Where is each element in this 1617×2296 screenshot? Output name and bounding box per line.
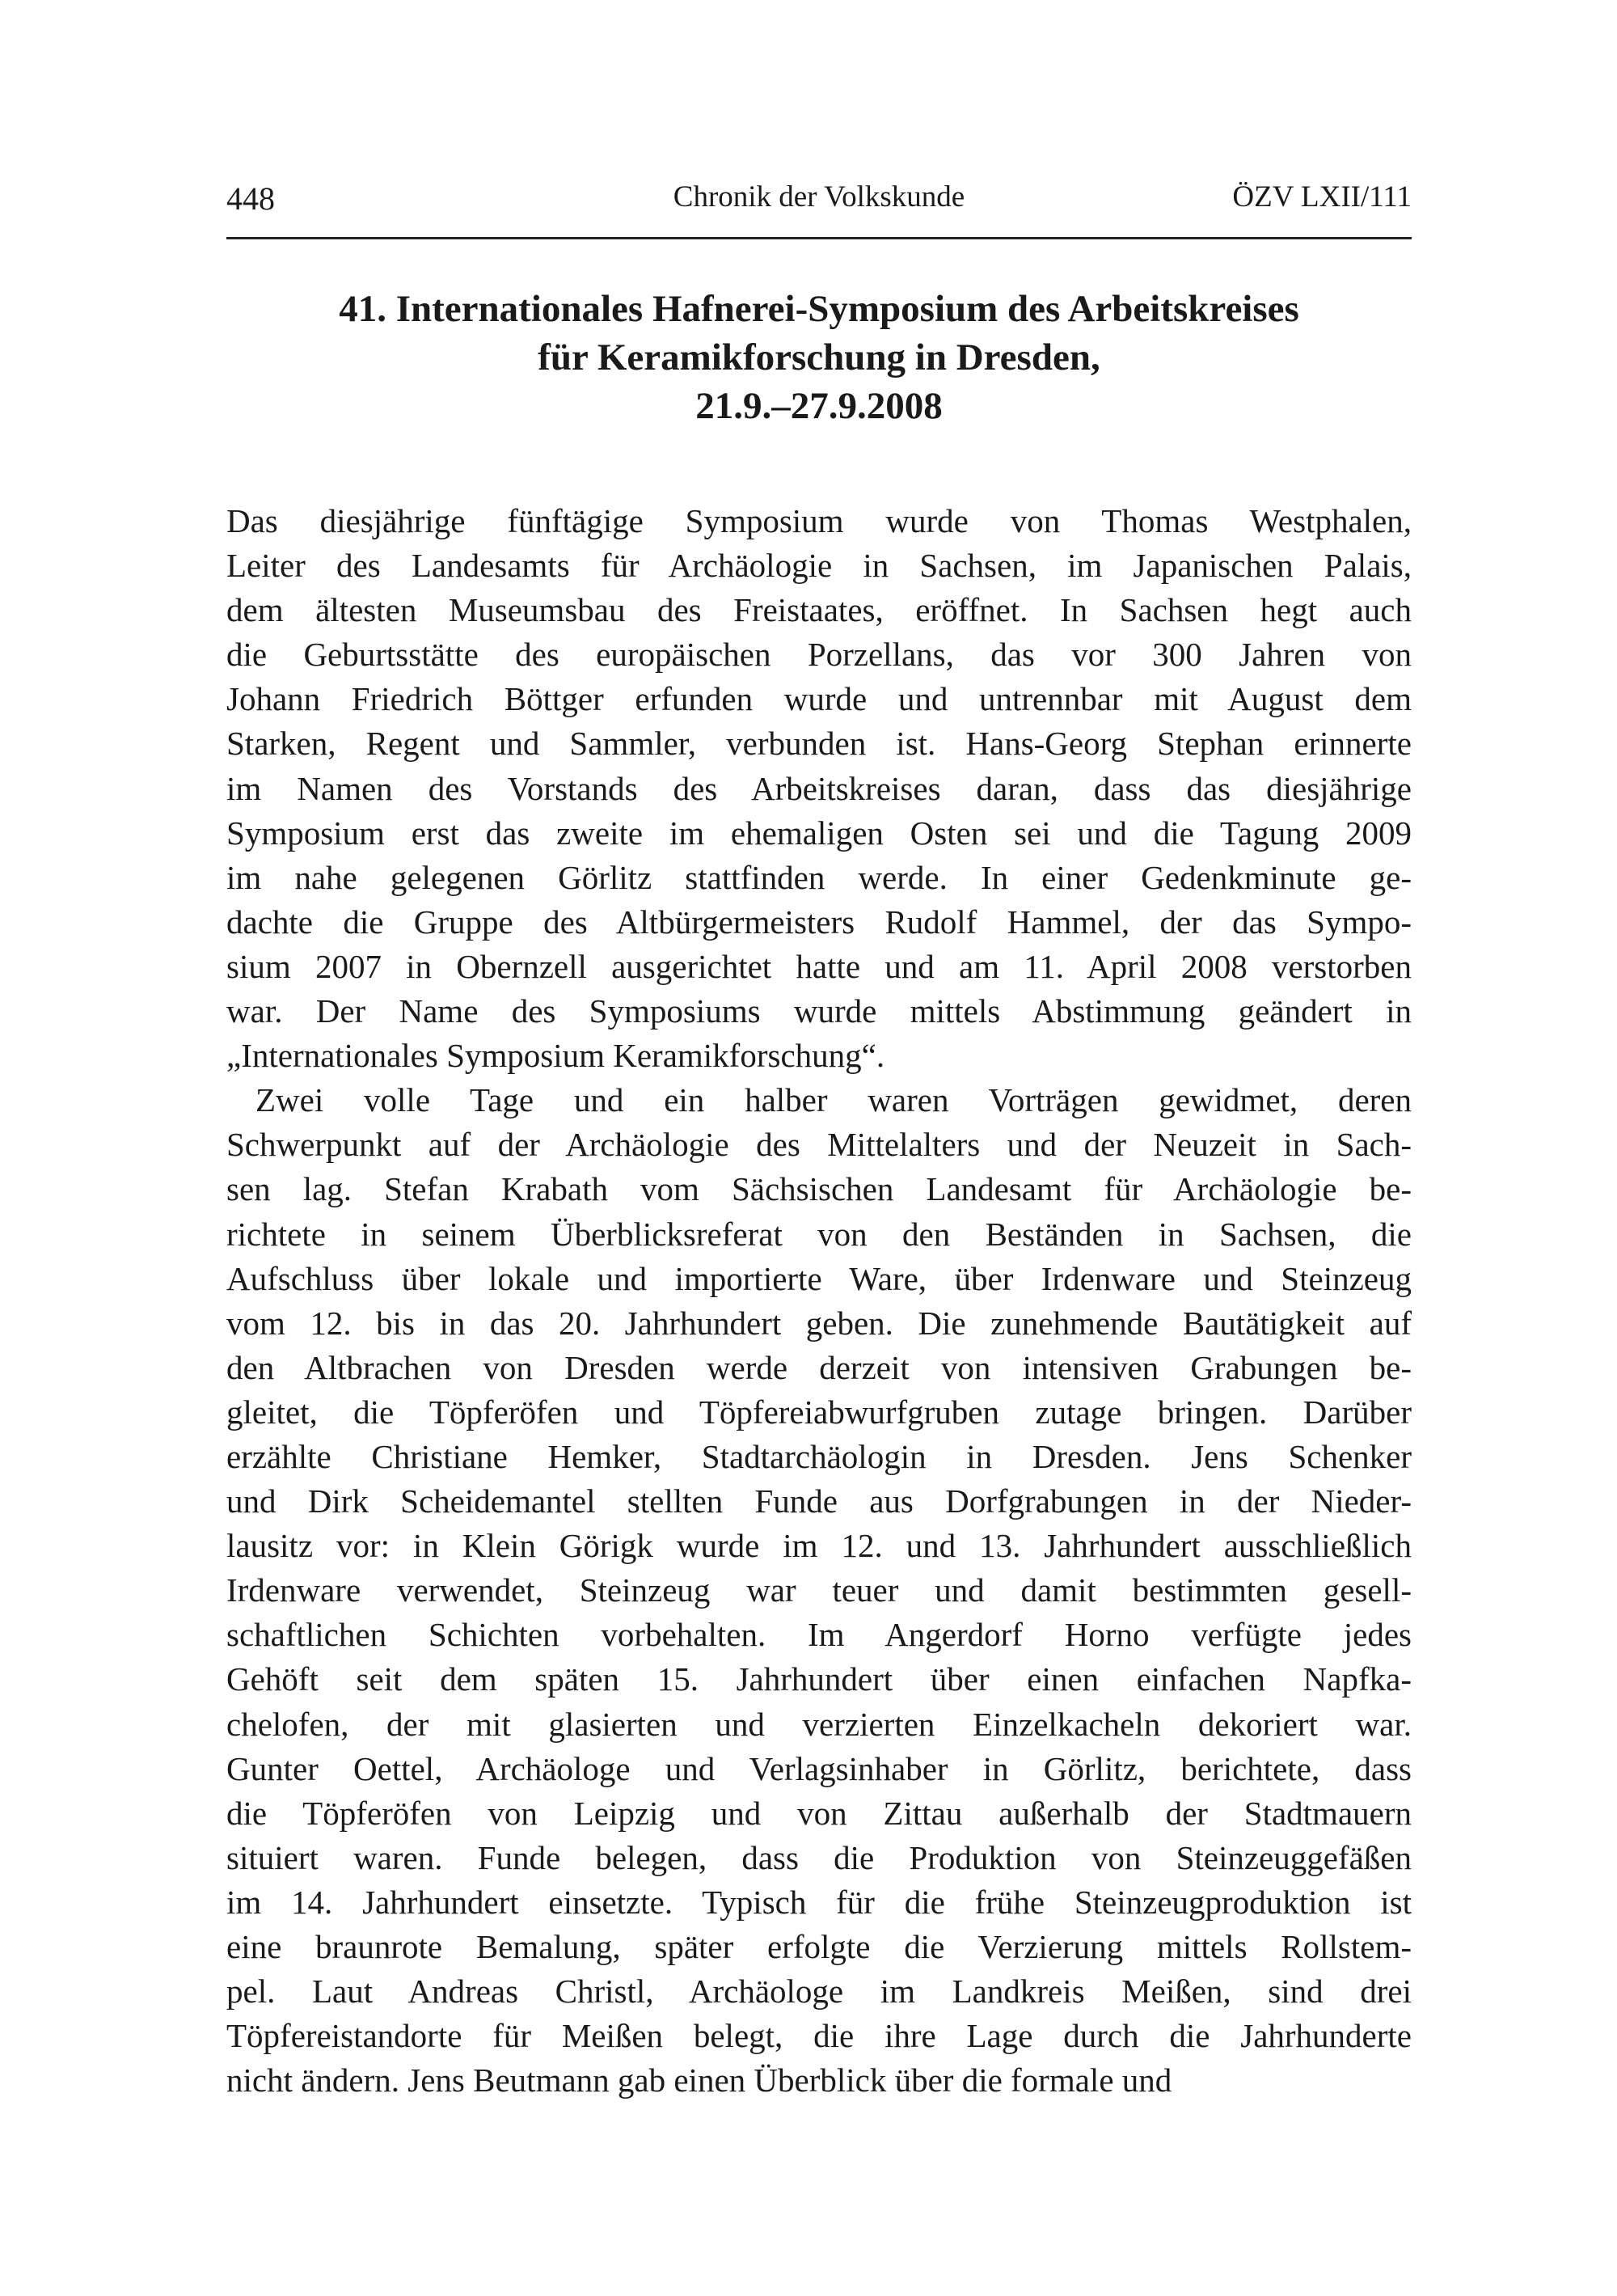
text-line: und Dirk Scheidemantel stellten Funde aus Dorfgrabungen in der Nieder- [226, 1482, 1412, 1520]
text-line: im nahe gelegenen Görlitz stattfinden werde. In einer Gedenkminute ge- [226, 858, 1412, 896]
text-line: lausitz vor: in Klein Görigk wurde im 12. und 13. Jahrhundert ausschließlich [226, 1527, 1412, 1565]
text-line: im Namen des Vorstands des Arbeitskreises daran, dass das diesjährige [226, 769, 1412, 807]
text-line: die Geburtsstätte des europäischen Porzellans, das vor 300 Jahren von [226, 636, 1412, 674]
title-line: 41. Internationales Hafnerei-Symposium des Arbeitskreises [339, 288, 1299, 330]
text-line: den Altbrachen von Dresden werde derzeit von intensiven Grabungen be- [226, 1348, 1412, 1386]
text-line: Leiter des Landesamts für Archäologie in Sachsen, im Japanischen Palais, [226, 547, 1412, 585]
text-line: Starken, Regent und Sammler, verbunden ist. Hans-Georg Stephan erinnerte [226, 725, 1412, 763]
text-line: im 14. Jahrhundert einsetzte. Typisch für die frühe Steinzeugproduktion ist [226, 1883, 1412, 1921]
text-line: Das diesjährige fünftägige Symposium wurde von Thomas Westphalen, [226, 502, 1412, 539]
text-line: Zwei volle Tage und ein halber waren Vorträgen gewidmet, deren [255, 1081, 1412, 1119]
text-line: Symposium erst das zweite im ehemaligen Osten sei und die Tagung 2009 [226, 814, 1412, 852]
header-rule [226, 237, 1412, 239]
text-line: Töpfereistandorte für Meißen belegt, die ihre Lage durch die Jahrhunderte [226, 2017, 1412, 2055]
text-line: die Töpferöfen von Leipzig und von Zittau außerhalb der Stadtmauern [226, 1794, 1412, 1832]
article-body [226, 499, 1412, 2103]
text-line: Gunter Oettel, Archäologe und Verlagsinhaber in Görlitz, berichtete, dass [226, 1749, 1412, 1787]
text-line: pel. Laut Andreas Christl, Archäologe im Landkreis Meißen, sind drei [226, 1973, 1412, 2011]
title-line: 21.9.–27.9.2008 [695, 385, 943, 427]
text-line: Gehöft seit dem späten 15. Jahrhundert über einen einfachen Napfka- [226, 1660, 1412, 1698]
text-line: nicht ändern. Jens Beutmann gab einen Überblick über die formale und [226, 2061, 1172, 2099]
text-line: Schwerpunkt auf der Archäologie des Mittelalters und der Neuzeit in Sach- [226, 1126, 1412, 1164]
text-line: Johann Friedrich Böttger erfunden wurde und untrennbar mit August dem [226, 680, 1412, 718]
text-line: „Internationales Symposium Keramikforschung“. [226, 1037, 885, 1075]
running-title: Chronik der Volkskunde [673, 180, 965, 214]
article-title [226, 285, 1412, 430]
text-line: sium 2007 in Obernzell ausgerichtet hatte und am 11. April 2008 verstorben [226, 947, 1412, 985]
text-line: Irdenware verwendet, Steinzeug war teuer und damit bestimmten gesell- [226, 1571, 1412, 1609]
text-line: vom 12. bis in das 20. Jahrhundert geben. Die zunehmende Bautätigkeit auf [226, 1304, 1412, 1342]
title-line: für Keramikforschung in Dresden, [538, 336, 1100, 378]
journal-issue: ÖZV LXII/111 [1232, 180, 1412, 214]
text-line: war. Der Name des Symposiums wurde mittels Abstimmung geändert in [226, 992, 1412, 1030]
text-line: dachte die Gruppe des Altbürgermeisters Rudolf Hammel, der das Sympo- [226, 903, 1412, 941]
paragraph [226, 1078, 1412, 2103]
text-line: eine braunrote Bemalung, später erfolgte die Verzierung mittels Rollstem- [226, 1928, 1412, 1965]
text-line: Aufschluss über lokale und importierte Ware, über Irdenware und Steinzeug [226, 1259, 1412, 1297]
text-line: gleitet, die Töpferöfen und Töpfereiabwurfgruben zutage bringen. Darüber [226, 1393, 1412, 1431]
text-line: situiert waren. Funde belegen, dass die Produktion von Steinzeuggefäßen [226, 1838, 1412, 1876]
text-line: sen lag. Stefan Krabath vom Sächsischen Landesamt für Archäologie be- [226, 1170, 1412, 1208]
text-line: erzählte Christiane Hemker, Stadtarchäologin in Dresden. Jens Schenker [226, 1437, 1412, 1475]
text-line: chelofen, der mit glasierten und verzierten Einzelkacheln dekoriert war. [226, 1705, 1412, 1743]
running-header [226, 180, 1412, 220]
text-line: richtete in seinem Überblicksreferat von den Beständen in Sachsen, die [226, 1215, 1412, 1253]
text-line: dem ältesten Museumsbau des Freistaates, eröffnet. In Sachsen hegt auch [226, 591, 1412, 629]
paragraph [226, 499, 1412, 1078]
text-line: schaftlichen Schichten vorbehalten. Im Angerdorf Horno verfügte jedes [226, 1616, 1412, 1654]
page-number: 448 [226, 180, 275, 217]
